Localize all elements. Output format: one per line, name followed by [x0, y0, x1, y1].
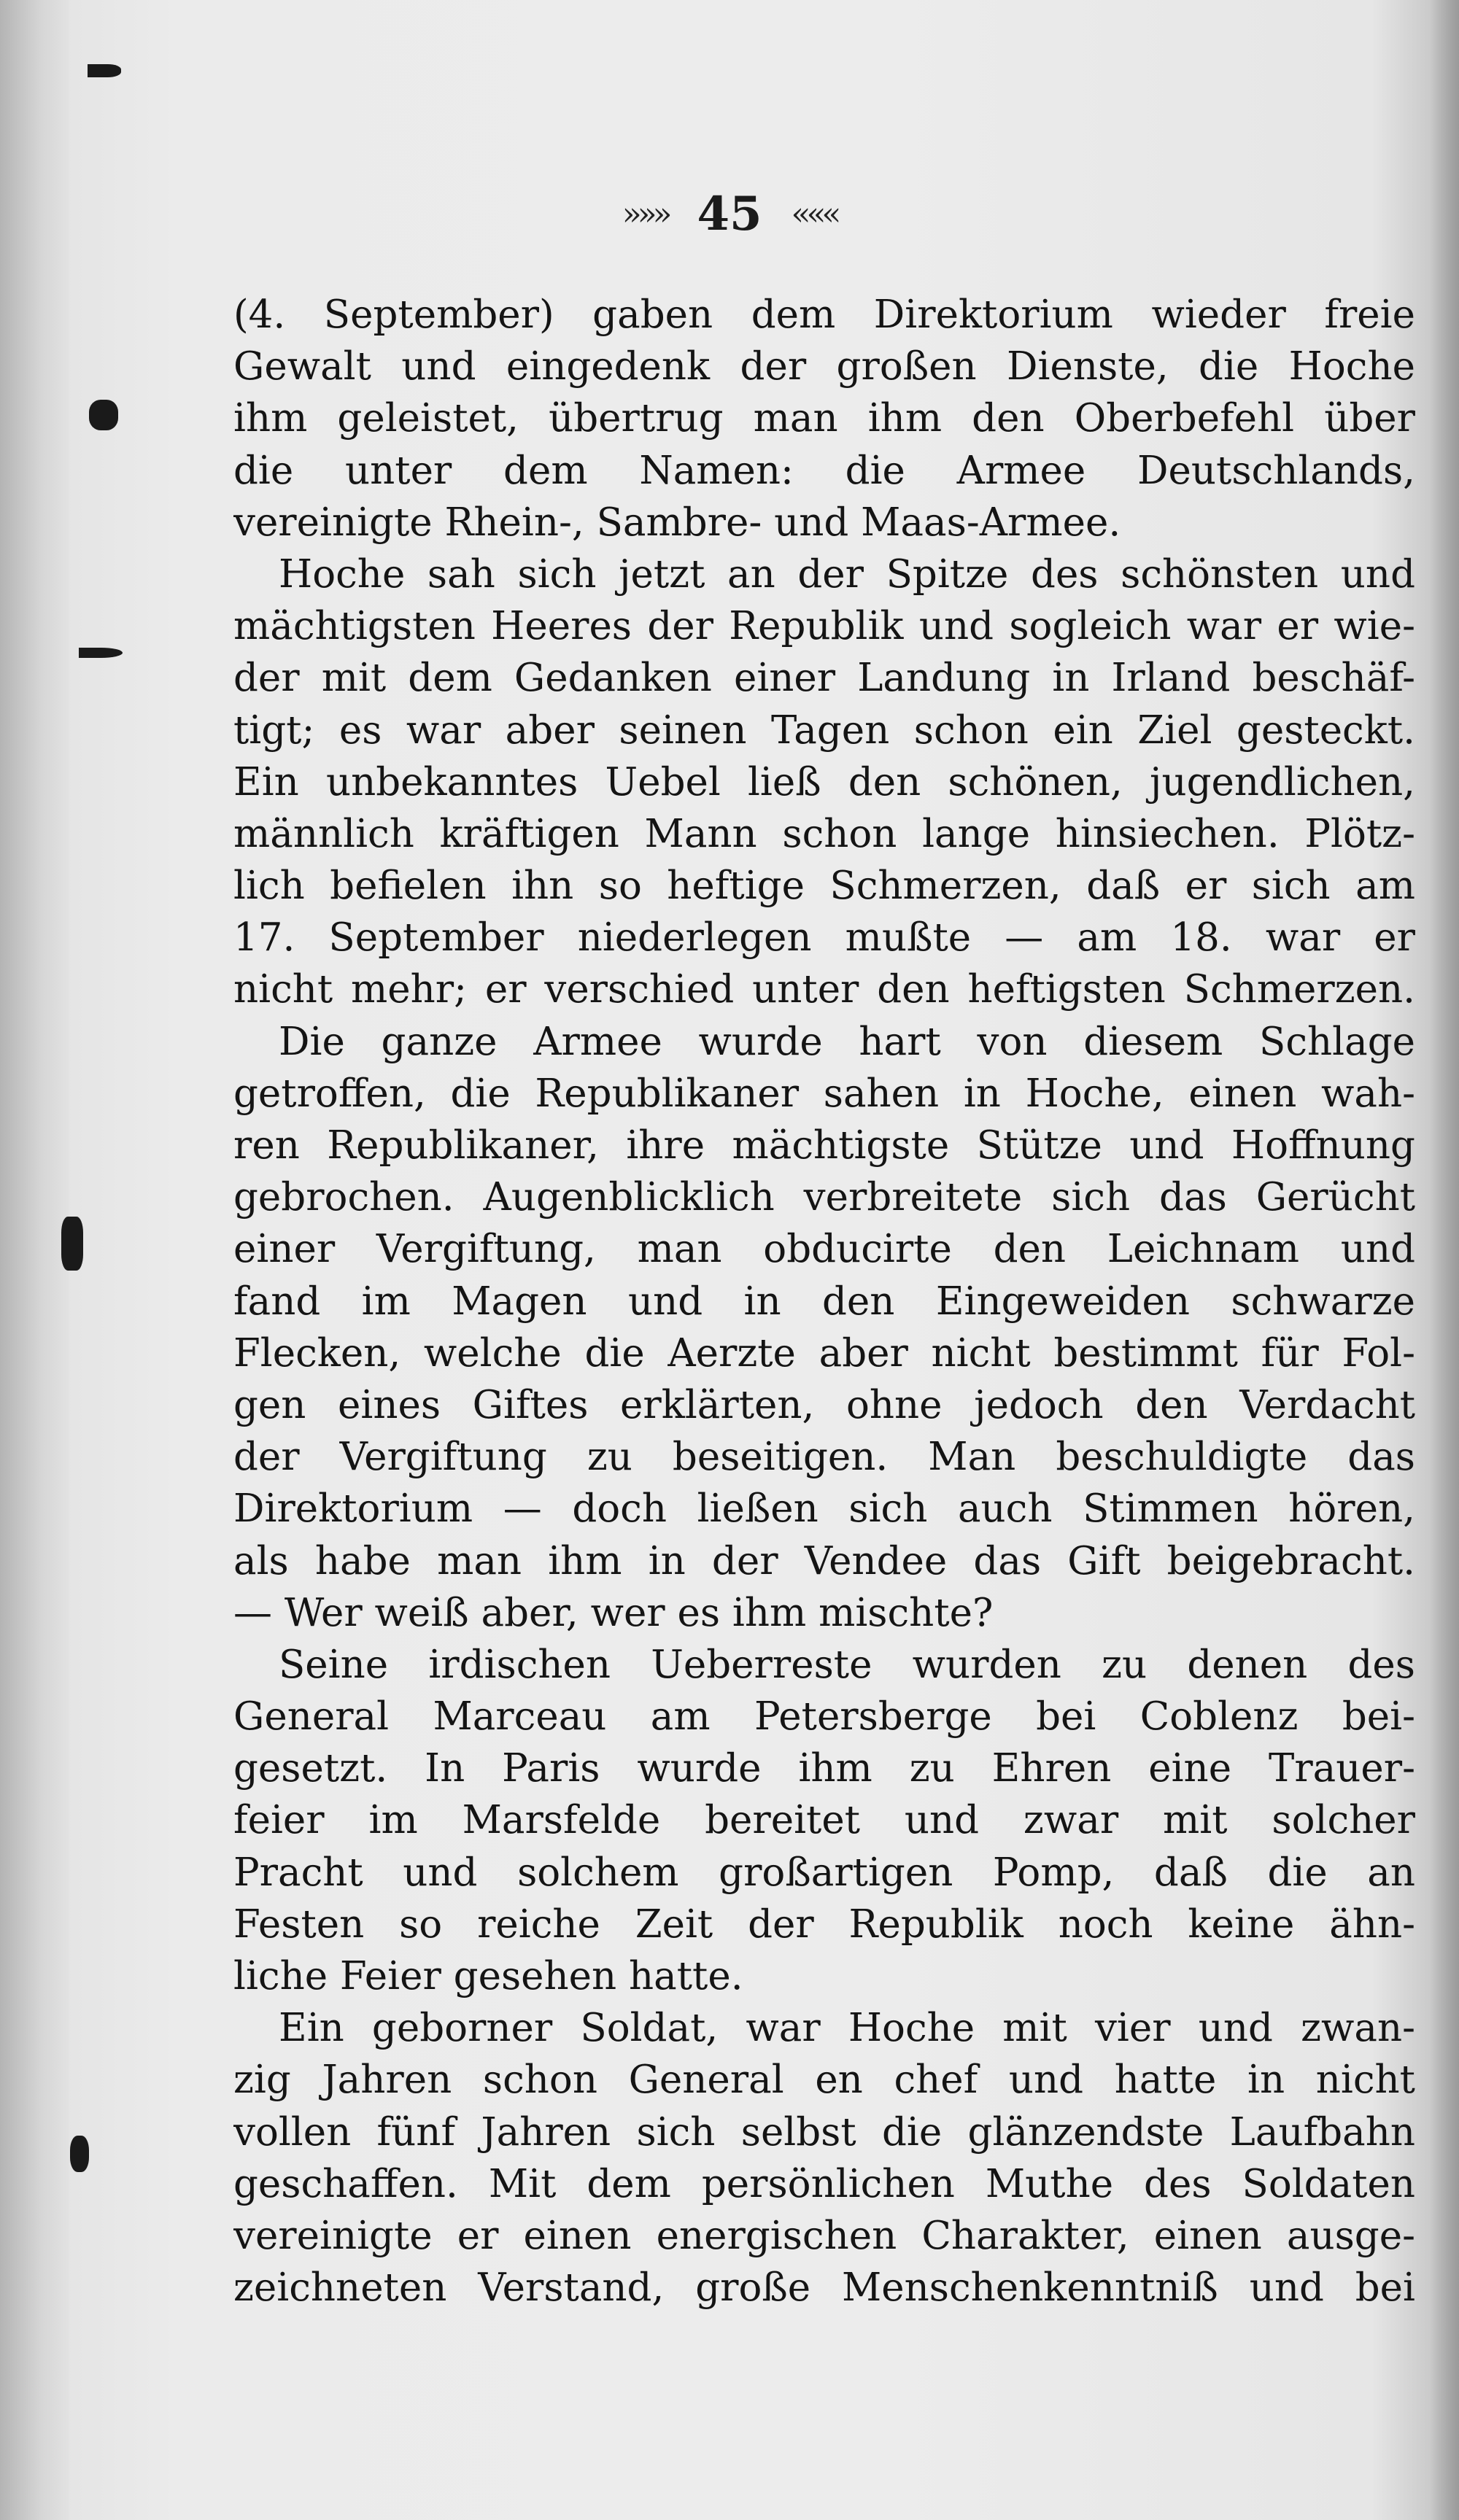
page-edge-shadow	[1430, 0, 1459, 2520]
text-line: 17. September niederlegen mußte — am 18. war er	[233, 915, 1415, 961]
binding-mark	[79, 648, 123, 658]
text-line: fand im Magen und in den Eingeweiden schwarze	[233, 1279, 1415, 1324]
body-text	[233, 289, 1415, 2314]
text-line: ihm geleistet, übertrug man ihm den Oberbefehl über	[233, 396, 1415, 441]
text-line: der mit dem Gedanken einer Landung in Irland beschäf-	[233, 656, 1415, 701]
text-line: lich befielen ihn so heftige Schmerzen, daß er sich am	[233, 864, 1415, 909]
text-line: Festen so reiche Zeit der Republik noch keine ähn-	[233, 1901, 1415, 1947]
binding-mark	[70, 2136, 89, 2172]
text-line: Seine irdischen Ueberreste wurden zu denen des	[279, 1642, 1415, 1687]
text-line: vereinigte Rhein-, Sambre- und Maas-Armee.	[233, 500, 1121, 545]
text-line: General Marceau am Petersberge bei Coblenz bei-	[233, 1694, 1415, 1740]
text-line: feier im Marsfelde bereitet und zwar mit solcher	[233, 1798, 1415, 1843]
text-line: die unter dem Namen: die Armee Deutschlands,	[233, 448, 1415, 493]
text-line: Direktorium — doch ließen sich auch Stimmen hören,	[233, 1486, 1415, 1532]
text-line: gen eines Giftes erklärten, ohne jedoch den Verdacht	[233, 1382, 1415, 1427]
text-line: Ein unbekanntes Uebel ließ den schönen, jugendlichen,	[233, 759, 1415, 805]
binding-mark	[61, 1217, 83, 1271]
text-line: tigt; es war aber seinen Tagen schon ein Ziel gesteckt.	[233, 707, 1415, 753]
text-line: der Vergiftung zu beseitigen. Man beschuldigte das	[233, 1435, 1415, 1480]
text-line: geschaffen. Mit dem persönlichen Muthe des Soldaten	[233, 2161, 1415, 2206]
ornament-left-icon: »»»	[622, 195, 668, 233]
text-line: — Wer weiß aber, wer es ihm mischte?	[233, 1590, 994, 1635]
text-line: zeichneten Verstand, große Menschenkenntniß und bei	[233, 2265, 1415, 2311]
book-spine-shadow	[0, 0, 69, 2520]
page-number: 45	[697, 186, 762, 241]
text-line: Hoche sah sich jetzt an der Spitze des schönsten und	[279, 551, 1415, 597]
text-line: Die ganze Armee wurde hart von diesem Schlage	[279, 1019, 1415, 1064]
text-line: (4. September) gaben dem Direktorium wieder freie	[233, 292, 1415, 337]
text-line: vereinigte er einen energischen Charakter, einen ausge-	[233, 2213, 1415, 2258]
text-line: männlich kräftigen Mann schon lange hinsiechen. Plötz-	[233, 811, 1415, 856]
text-line: getroffen, die Republikaner sahen in Hoche, einen wah-	[233, 1071, 1415, 1116]
text-line: zig Jahren schon General en chef und hatte in nicht	[233, 2058, 1415, 2103]
text-line: nicht mehr; er verschied unter den heftigsten Schmerzen.	[233, 967, 1415, 1012]
binding-mark	[89, 400, 118, 430]
text-line: liche Feier gesehen hatte.	[233, 1954, 743, 1998]
text-line: gesetzt. In Paris wurde ihm zu Ehren eine Trauer-	[233, 1746, 1415, 1791]
ornament-right-icon: «««	[791, 195, 837, 233]
text-line: vollen fünf Jahren sich selbst die glänzendste Laufbahn	[233, 2109, 1415, 2155]
binding-mark	[88, 64, 121, 77]
text-line: ren Republikaner, ihre mächtigste Stütze und Hoffnung	[233, 1123, 1415, 1168]
text-line: Gewalt und eingedenk der großen Dienste, die Hoche	[233, 344, 1415, 389]
text-line: Pracht und solchem großartigen Pomp, daß die an	[233, 1850, 1415, 1895]
text-line: einer Vergiftung, man obducirte den Leichnam und	[233, 1227, 1415, 1272]
text-line: Flecken, welche die Aerzte aber nicht bestimmt für Fol-	[233, 1330, 1415, 1376]
text-line: Ein geborner Soldat, war Hoche mit vier und zwan-	[279, 2006, 1415, 2051]
text-line: gebrochen. Augenblicklich verbreitete sich das Gerücht	[233, 1175, 1415, 1220]
page-header	[0, 181, 1459, 247]
text-line: als habe man ihm in der Vendee das Gift beigebracht.	[233, 1538, 1415, 1583]
text-line: mächtigsten Heeres der Republik und sogleich war er wie-	[233, 604, 1415, 649]
